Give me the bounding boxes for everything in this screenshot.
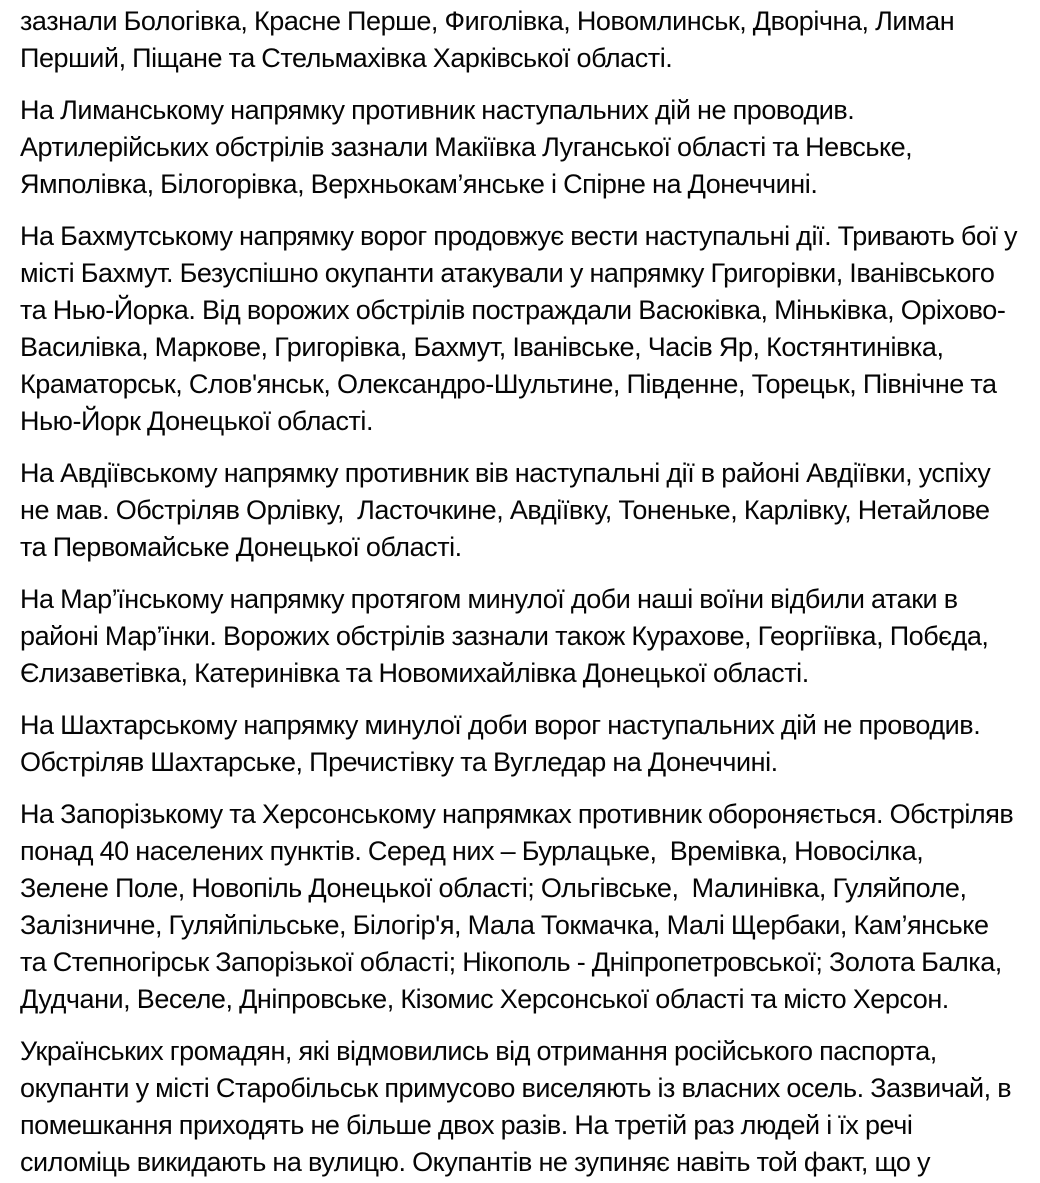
paragraph-zaporizhzhia-kherson-direction: На Запорізькому та Херсонському напрямках противник обороняється. Обстріляв понад 40 населених пунктів. Серед них – Бурлацьке, Времівка, Новосілка, Зелене Поле, Новопіль Донецької області; Ольгівське, Малинівка, Гуляйполе, Залізничне, Гуляйпільське, Білогір'я, Мала Токмачка, Малі Щербаки, Кам’янське та Степногірськ Запорізької області; Нікополь - Дніпропетровської; Золота Балка, Дудчани, Веселе, Дніпровське, Кізомис Херсонської області та місто Херсон. (20, 799, 1020, 1014)
paragraph-shakhtarske-direction: На Шахтарському напрямку минулої доби ворог наступальних дій не проводив. Обстріляв Шахтарське, Пречистівку та Вугледар на Донеччині. (20, 710, 987, 777)
paragraph-kharkiv-shelling-continued: зазнали Бологівка, Красне Перше, Фиголівка, Новомлинськ, Дворічна, Лиман Перший, Піщане та Стельмахівка Харківської області. (20, 6, 961, 73)
paragraph-lyman-direction: На Лиманському напрямку противник наступальних дій не проводив. Артилерійських обстрілів зазнали Макіївка Луганської області та Невське, Ямполівка, Білогорівка, Верхньокам’янське і Спірне на Донеччині. (20, 95, 919, 199)
paragraph-marinka-direction: На Мар’їнському напрямку протягом минулої доби наші воїни відбили атаки в районі Мар’їнки. Ворожих обстрілів зазнали також Курахове, Георгіївка, Побєда, Єлизаветівка, Катеринівка та Новомихайлівка Донецької області. (20, 584, 996, 688)
paragraph-avdiivka-direction: На Авдіївському напрямку противник вів наступальні дії в районі Авдіївки, успіху не мав. Обстріляв Орлівку, Ласточкине, Авдіївку, Тоненьке, Карлівку, Нетайлове та Первомайське Донецької області. (20, 458, 997, 562)
paragraph-bakhmut-direction: На Бахмутському напрямку ворог продовжує вести наступальні дії. Тривають бої у місті Бахмут. Безуспішно окупанти атакували у напрямку Григорівки, Іванівського та Нью-Йорка. Від ворожих обстрілів постраждали Васюківка, Міньківка, Оріхово-Василівка, Маркове, Григорівка, Бахмут, Іванівське, Часів Яр, Костянтинівка, Краматорськ, Слов'янськ, Олександро-Шультине, Південне, Торецьк, Північне та Нью-Йорк Донецької області. (20, 221, 1024, 436)
paragraph-starobilsk-evictions: Українських громадян, які відмовились від отримання російського паспорта, окупанти у місті Старобільськ примусово виселяють із власних осель. Зазвичай, в помешкання приходять не більше двох разів. На третій раз людей і їх речі силоміць викидають на вулицю. Окупантів не зупиняє навіть той факт, що у (20, 1036, 1018, 1177)
